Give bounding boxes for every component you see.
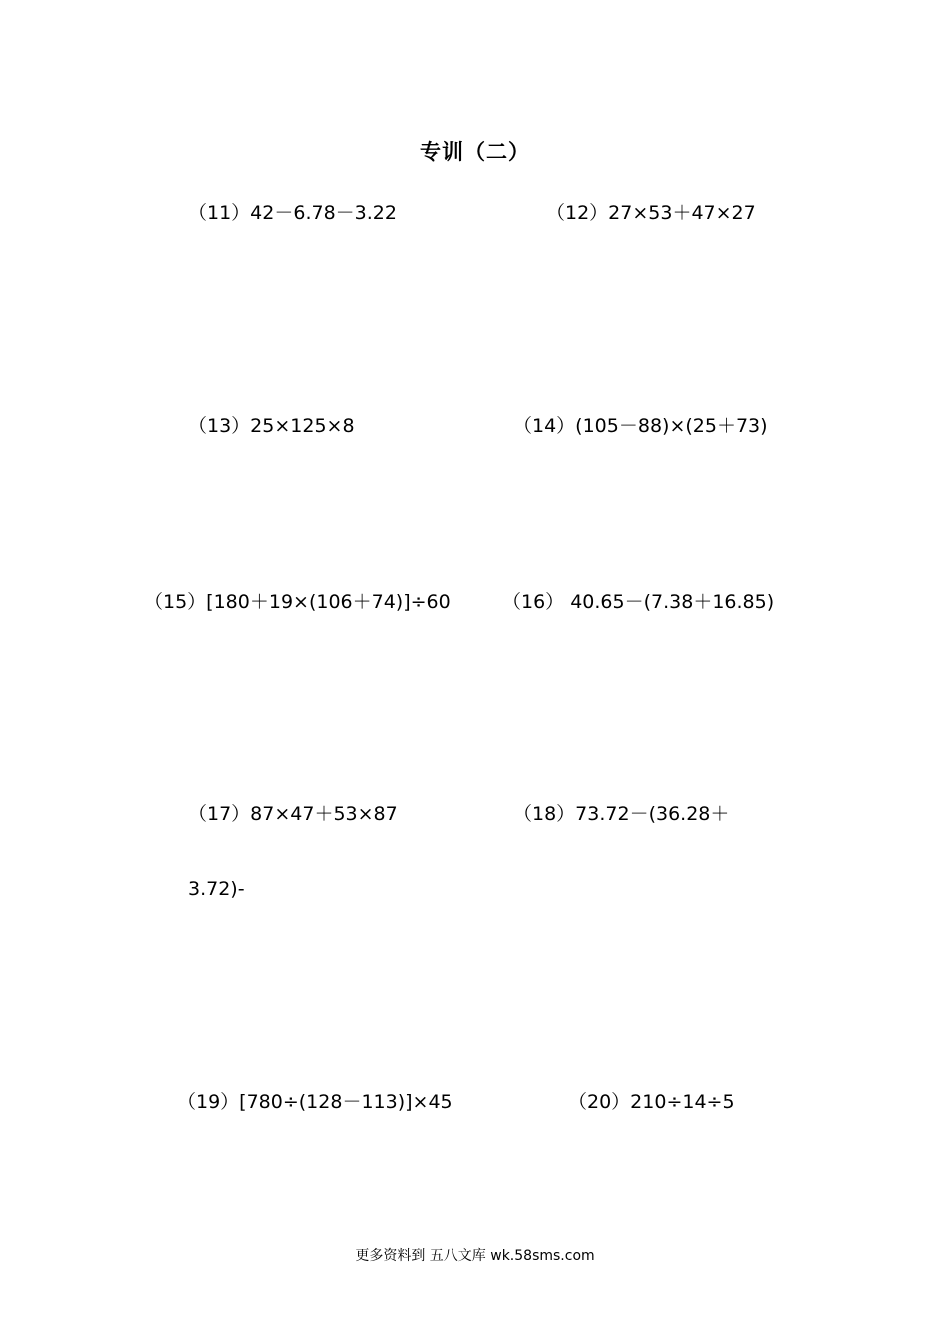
- problem-15: （15）[180＋19×(106＋74)]÷60: [144, 591, 451, 613]
- problem-18-continuation: 3.72)-: [188, 878, 245, 900]
- problem-19: （19）[780÷(128－113)]×45: [177, 1091, 453, 1113]
- problem-20: （20）210÷14÷5: [568, 1091, 735, 1113]
- footer-text: 更多资料到 五八文库 wk.58sms.com: [355, 1248, 595, 1264]
- problem-16: （16） 40.65－(7.38＋16.85): [502, 591, 775, 613]
- problem-12: （12）27×53＋47×27: [546, 202, 756, 224]
- problem-18: （18）73.72－(36.28＋: [513, 803, 730, 825]
- problem-13: （13）25×125×8: [188, 415, 355, 437]
- problem-14: （14）(105－88)×(25＋73): [513, 415, 768, 437]
- page-title: 专训（二）: [420, 140, 530, 164]
- problem-11: （11）42－6.78－3.22: [188, 202, 397, 224]
- problem-17: （17）87×47＋53×87: [188, 803, 398, 825]
